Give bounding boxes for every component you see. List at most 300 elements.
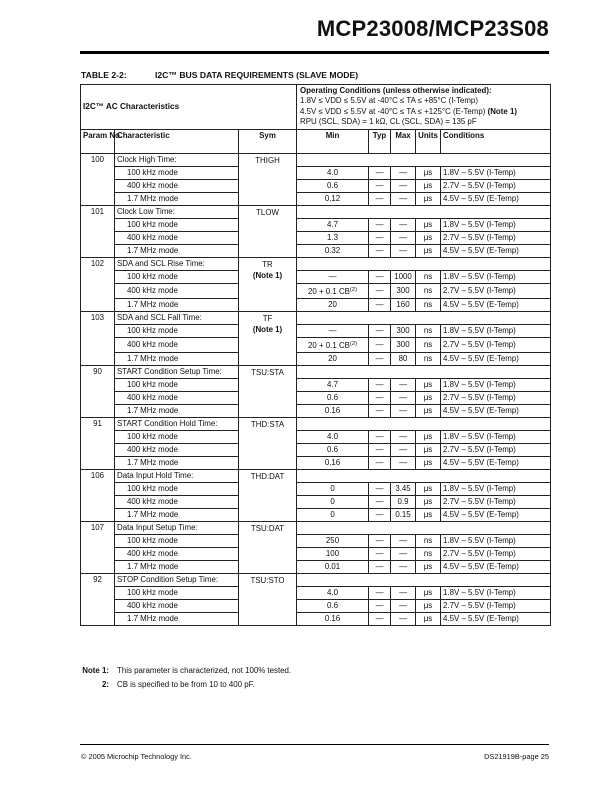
typ-value: — xyxy=(369,495,391,508)
min-text: 0.6 xyxy=(327,444,338,454)
table-row xyxy=(81,337,551,352)
speed-mode: 100 kHz mode xyxy=(115,534,239,547)
footer-rule xyxy=(80,744,549,745)
table-row xyxy=(81,391,551,404)
units: μs xyxy=(416,560,441,573)
conditions-value: 4.5V – 5.5V (E-Temp) xyxy=(441,404,551,417)
units: μs xyxy=(416,599,441,612)
min-value xyxy=(297,270,369,283)
min-text: 1.3 xyxy=(327,232,338,242)
symbol-text: TR xyxy=(262,259,273,269)
col-conditions: Conditions xyxy=(441,129,551,153)
units: ns xyxy=(416,270,441,283)
conditions-line-3: RPU (SCL, SDA) = 1 kΩ, CL (SCL, SDA) = 135 pF xyxy=(300,117,477,127)
table-row xyxy=(81,179,551,192)
min-value xyxy=(297,508,369,521)
characteristic-name: Data Input Setup Time: xyxy=(115,521,239,534)
typ-value: — xyxy=(369,430,391,443)
speed-mode: 100 kHz mode xyxy=(115,270,239,283)
min-value xyxy=(297,283,369,298)
table-row xyxy=(81,192,551,205)
max-value: — xyxy=(391,430,416,443)
min-text: 250 xyxy=(325,535,340,545)
speed-mode: 400 kHz mode xyxy=(115,443,239,456)
units: μs xyxy=(416,391,441,404)
typ-value: — xyxy=(369,270,391,283)
param-group-row xyxy=(81,153,551,166)
characteristic-name: Clock High Time: xyxy=(115,153,239,166)
conditions-value: 4.5V – 5.5V (E-Temp) xyxy=(441,612,551,625)
symbol xyxy=(239,153,297,205)
typ-value: — xyxy=(369,231,391,244)
col-param: Param No. xyxy=(81,129,115,153)
min-value xyxy=(297,430,369,443)
table-row xyxy=(81,270,551,283)
param-group-row xyxy=(81,205,551,218)
conditions-heading: Operating Conditions (unless otherwise indicated): xyxy=(300,86,492,95)
table-row xyxy=(81,283,551,298)
min-value xyxy=(297,404,369,417)
page-header-title: MCP23008/MCP23S08 xyxy=(316,16,549,41)
max-value: — xyxy=(391,391,416,404)
min-text: — xyxy=(328,271,337,281)
table-row xyxy=(81,599,551,612)
min-value xyxy=(297,534,369,547)
min-text: 100 xyxy=(325,548,340,558)
param-number: 92 xyxy=(81,573,115,625)
units: ns xyxy=(416,283,441,298)
min-text: 0.12 xyxy=(324,193,341,203)
min-value xyxy=(297,166,369,179)
symbol xyxy=(239,417,297,469)
param-group-row xyxy=(81,311,551,324)
speed-mode: 1.7 MHz mode xyxy=(115,244,239,257)
units: μs xyxy=(416,495,441,508)
min-value xyxy=(297,231,369,244)
units: μs xyxy=(416,586,441,599)
group-header-filler xyxy=(297,469,551,482)
table-row xyxy=(81,508,551,521)
conditions-value: 2.7V – 5.5V (I-Temp) xyxy=(441,337,551,352)
table-row xyxy=(81,218,551,231)
units: ns xyxy=(416,352,441,365)
footer-page-number: DS21919B-page 25 xyxy=(484,752,549,761)
max-value: — xyxy=(391,456,416,469)
min-value xyxy=(297,337,369,352)
max-value: — xyxy=(391,586,416,599)
param-group-row xyxy=(81,417,551,430)
conditions-value: 1.8V – 5.5V (I-Temp) xyxy=(441,324,551,337)
table-label: TABLE 2-2: xyxy=(81,70,127,80)
typ-value: — xyxy=(369,298,391,311)
symbol-text: THIGH xyxy=(255,155,280,165)
typ-value: — xyxy=(369,508,391,521)
conditions-value: 1.8V – 5.5V (I-Temp) xyxy=(441,270,551,283)
group-header-filler xyxy=(297,257,551,270)
typ-value: — xyxy=(369,482,391,495)
min-value xyxy=(297,391,369,404)
characteristic-name: Clock Low Time: xyxy=(115,205,239,218)
i2c-slave-requirements-table xyxy=(80,84,551,626)
speed-mode: 400 kHz mode xyxy=(115,337,239,352)
param-number: 90 xyxy=(81,365,115,417)
conditions-value: 2.7V – 5.5V (I-Temp) xyxy=(441,179,551,192)
min-text: 0 xyxy=(330,483,335,493)
col-sym: Sym xyxy=(239,129,297,153)
table-row xyxy=(81,560,551,573)
max-value: — xyxy=(391,192,416,205)
max-value: 3.45 xyxy=(391,482,416,495)
col-units: Units xyxy=(416,129,441,153)
table-row xyxy=(81,443,551,456)
symbol xyxy=(239,311,297,365)
conditions-value: 4.5V – 5.5V (E-Temp) xyxy=(441,456,551,469)
min-value xyxy=(297,586,369,599)
min-value xyxy=(297,218,369,231)
table-row xyxy=(81,166,551,179)
min-text: 0.6 xyxy=(327,392,338,402)
max-value: 300 xyxy=(391,324,416,337)
typ-value: — xyxy=(369,166,391,179)
speed-mode: 100 kHz mode xyxy=(115,218,239,231)
typ-value: — xyxy=(369,352,391,365)
min-value xyxy=(297,324,369,337)
units: μs xyxy=(416,179,441,192)
group-header-filler xyxy=(297,417,551,430)
speed-mode: 400 kHz mode xyxy=(115,179,239,192)
max-value: — xyxy=(391,612,416,625)
group-header-filler xyxy=(297,521,551,534)
units: μs xyxy=(416,218,441,231)
max-value: — xyxy=(391,179,416,192)
group-header-filler xyxy=(297,153,551,166)
note-2: 2: CB is specified to be from 10 to 400 pF. xyxy=(101,680,255,689)
min-value xyxy=(297,244,369,257)
speed-mode: 1.7 MHz mode xyxy=(115,508,239,521)
min-value xyxy=(297,443,369,456)
units: μs xyxy=(416,192,441,205)
min-value xyxy=(297,599,369,612)
conditions-value: 2.7V – 5.5V (I-Temp) xyxy=(441,443,551,456)
symbol xyxy=(239,257,297,311)
conditions-value: 2.7V – 5.5V (I-Temp) xyxy=(441,391,551,404)
min-value xyxy=(297,298,369,311)
max-value: — xyxy=(391,534,416,547)
units: μs xyxy=(416,244,441,257)
param-group-row xyxy=(81,573,551,586)
typ-value: — xyxy=(369,218,391,231)
min-value xyxy=(297,192,369,205)
min-value xyxy=(297,560,369,573)
typ-value: — xyxy=(369,378,391,391)
max-value: 160 xyxy=(391,298,416,311)
speed-mode: 100 kHz mode xyxy=(115,586,239,599)
units: μs xyxy=(416,231,441,244)
speed-mode: 100 kHz mode xyxy=(115,430,239,443)
speed-mode: 100 kHz mode xyxy=(115,324,239,337)
min-value xyxy=(297,378,369,391)
speed-mode: 400 kHz mode xyxy=(115,495,239,508)
param-number: 100 xyxy=(81,153,115,205)
typ-value: — xyxy=(369,324,391,337)
symbol xyxy=(239,521,297,573)
units: ns xyxy=(416,534,441,547)
typ-value: — xyxy=(369,586,391,599)
param-group-row xyxy=(81,521,551,534)
units: μs xyxy=(416,430,441,443)
units: μs xyxy=(416,443,441,456)
min-text: 20 xyxy=(328,299,337,309)
table-notes xyxy=(81,664,291,692)
units: μs xyxy=(416,404,441,417)
characteristic-name: SDA and SCL Fall Time: xyxy=(115,311,239,324)
symbol xyxy=(239,205,297,257)
min-text: 4.0 xyxy=(327,431,338,441)
typ-value: — xyxy=(369,443,391,456)
max-value: — xyxy=(391,166,416,179)
min-value xyxy=(297,482,369,495)
min-text: 4.0 xyxy=(327,587,338,597)
symbol-text: THD:STA xyxy=(250,419,285,429)
symbol-text: TSU:DAT xyxy=(250,523,285,533)
units: μs xyxy=(416,166,441,179)
units: μs xyxy=(416,612,441,625)
speed-mode: 1.7 MHz mode xyxy=(115,352,239,365)
min-text: 4.7 xyxy=(327,219,338,229)
symbol-text: TLOW xyxy=(256,207,279,217)
max-value: — xyxy=(391,560,416,573)
max-value: — xyxy=(391,443,416,456)
conditions-value: 4.5V – 5.5V (E-Temp) xyxy=(441,244,551,257)
max-value: — xyxy=(391,599,416,612)
param-group-row xyxy=(81,365,551,378)
min-text: 0.32 xyxy=(324,245,341,255)
header-rule xyxy=(80,51,549,54)
typ-value: — xyxy=(369,612,391,625)
speed-mode: 1.7 MHz mode xyxy=(115,456,239,469)
conditions-value: 2.7V – 5.5V (I-Temp) xyxy=(441,283,551,298)
col-max: Max xyxy=(391,129,416,153)
min-text: 0.6 xyxy=(327,180,338,190)
table-row xyxy=(81,324,551,337)
min-text: 0 xyxy=(330,509,335,519)
table-row xyxy=(81,495,551,508)
param-group-row xyxy=(81,469,551,482)
speed-mode: 100 kHz mode xyxy=(115,482,239,495)
param-number: 101 xyxy=(81,205,115,257)
typ-value: — xyxy=(369,560,391,573)
table-title: I2C™ BUS DATA REQUIREMENTS (SLAVE MODE) xyxy=(155,70,359,80)
footer-copyright: © 2005 Microchip Technology Inc. xyxy=(81,752,192,761)
table-row xyxy=(81,612,551,625)
col-typ: Typ xyxy=(369,129,391,153)
conditions-value: 2.7V – 5.5V (I-Temp) xyxy=(441,599,551,612)
symbol-note: (Note 1) xyxy=(252,324,283,334)
characteristic-name: START Condition Setup Time: xyxy=(115,365,239,378)
speed-mode: 400 kHz mode xyxy=(115,599,239,612)
table-row xyxy=(81,456,551,469)
speed-mode: 1.7 MHz mode xyxy=(115,404,239,417)
table-caption xyxy=(81,70,358,80)
typ-value: — xyxy=(369,192,391,205)
max-value: 300 xyxy=(391,283,416,298)
min-value xyxy=(297,612,369,625)
speed-mode: 1.7 MHz mode xyxy=(115,192,239,205)
group-header-filler xyxy=(297,205,551,218)
units: ns xyxy=(416,337,441,352)
symbol xyxy=(239,365,297,417)
speed-mode: 100 kHz mode xyxy=(115,166,239,179)
conditions-value: 4.5V – 5.5V (E-Temp) xyxy=(441,192,551,205)
conditions-value: 2.7V – 5.5V (I-Temp) xyxy=(441,495,551,508)
max-value: — xyxy=(391,231,416,244)
table-row xyxy=(81,586,551,599)
param-number: 91 xyxy=(81,417,115,469)
typ-value: — xyxy=(369,456,391,469)
typ-value: — xyxy=(369,404,391,417)
symbol-text: TSU:STA xyxy=(251,367,284,377)
min-text: 0.16 xyxy=(324,457,341,467)
min-value xyxy=(297,547,369,560)
max-value: 0.15 xyxy=(391,508,416,521)
units: ns xyxy=(416,547,441,560)
conditions-line-1: 1.8V ≤ VDD ≤ 5.5V at -40°C ≤ TA ≤ +85°C (I-Temp) xyxy=(300,96,478,106)
conditions-value: 2.7V – 5.5V (I-Temp) xyxy=(441,231,551,244)
conditions-value: 4.5V – 5.5V (E-Temp) xyxy=(441,508,551,521)
conditions-value: 1.8V – 5.5V (I-Temp) xyxy=(441,430,551,443)
max-value: 300 xyxy=(391,337,416,352)
note-1: Note 1: This parameter is characterized, not 100% tested. xyxy=(82,666,292,675)
units: μs xyxy=(416,456,441,469)
speed-mode: 1.7 MHz mode xyxy=(115,298,239,311)
table-row xyxy=(81,547,551,560)
param-number: 102 xyxy=(81,257,115,311)
min-text: 0.16 xyxy=(324,405,341,415)
param-number: 103 xyxy=(81,311,115,365)
typ-value: — xyxy=(369,244,391,257)
typ-value: — xyxy=(369,547,391,560)
group-header-filler xyxy=(297,365,551,378)
param-number: 107 xyxy=(81,521,115,573)
min-value xyxy=(297,352,369,365)
min-footnote-ref: (2) xyxy=(349,286,358,293)
table-row xyxy=(81,244,551,257)
ac-characteristics-heading: I2C™ AC Characteristics xyxy=(81,85,297,130)
operating-conditions xyxy=(297,85,551,130)
units: μs xyxy=(416,508,441,521)
min-text: 0.6 xyxy=(327,600,338,610)
characteristic-name: SDA and SCL Rise Time: xyxy=(115,257,239,270)
typ-value: — xyxy=(369,283,391,298)
typ-value: — xyxy=(369,337,391,352)
min-text: 0.16 xyxy=(324,613,341,623)
symbol xyxy=(239,573,297,625)
param-number: 106 xyxy=(81,469,115,521)
min-text: — xyxy=(328,325,337,335)
table-row xyxy=(81,482,551,495)
conditions-value: 1.8V – 5.5V (I-Temp) xyxy=(441,482,551,495)
typ-value: — xyxy=(369,534,391,547)
table-row xyxy=(81,231,551,244)
units: ns xyxy=(416,324,441,337)
max-value: 80 xyxy=(391,352,416,365)
table-row xyxy=(81,352,551,365)
conditions-value: 4.5V – 5.5V (E-Temp) xyxy=(441,560,551,573)
conditions-value: 1.8V – 5.5V (I-Temp) xyxy=(441,586,551,599)
max-value: — xyxy=(391,244,416,257)
symbol-text: TSU:STO xyxy=(250,575,285,585)
min-footnote-ref: (2) xyxy=(349,340,358,347)
conditions-line-2: 4.5V ≤ VDD ≤ 5.5V at -40°C ≤ TA ≤ +125°C (E-Temp) (Note 1) xyxy=(300,106,517,116)
col-min: Min xyxy=(297,129,369,153)
symbol-note: (Note 1) xyxy=(252,270,283,280)
min-value xyxy=(297,456,369,469)
typ-value: — xyxy=(369,599,391,612)
symbol-text: TF xyxy=(262,313,273,323)
table-row xyxy=(81,298,551,311)
typ-value: — xyxy=(369,179,391,192)
max-value: — xyxy=(391,547,416,560)
speed-mode: 1.7 MHz mode xyxy=(115,612,239,625)
speed-mode: 400 kHz mode xyxy=(115,391,239,404)
units: μs xyxy=(416,378,441,391)
table-row xyxy=(81,378,551,391)
units: μs xyxy=(416,482,441,495)
conditions-value: 4.5V – 5.5V (E-Temp) xyxy=(441,298,551,311)
table-row xyxy=(81,404,551,417)
max-value: — xyxy=(391,404,416,417)
group-header-filler xyxy=(297,573,551,586)
column-header-row xyxy=(81,129,551,153)
min-text: 20 + 0.1 CB xyxy=(308,340,350,350)
min-text: 20 + 0.1 CB xyxy=(308,286,350,296)
speed-mode: 100 kHz mode xyxy=(115,378,239,391)
min-text: 0 xyxy=(330,496,335,506)
min-value xyxy=(297,495,369,508)
conditions-value: 1.8V – 5.5V (I-Temp) xyxy=(441,218,551,231)
max-value: — xyxy=(391,378,416,391)
max-value: — xyxy=(391,218,416,231)
col-characteristic: Characteristic xyxy=(115,129,239,153)
symbol xyxy=(239,469,297,521)
table-row xyxy=(81,534,551,547)
conditions-value: 1.8V – 5.5V (I-Temp) xyxy=(441,378,551,391)
min-text: 0.01 xyxy=(324,561,341,571)
characteristic-name: STOP Condition Setup Time: xyxy=(115,573,239,586)
param-group-row xyxy=(81,257,551,270)
table-body xyxy=(81,153,551,625)
typ-value: — xyxy=(369,391,391,404)
min-text: 20 xyxy=(328,353,337,363)
characteristic-name: Data Input Hold Time: xyxy=(115,469,239,482)
conditions-value: 1.8V – 5.5V (I-Temp) xyxy=(441,166,551,179)
speed-mode: 400 kHz mode xyxy=(115,283,239,298)
speed-mode: 400 kHz mode xyxy=(115,547,239,560)
speed-mode: 400 kHz mode xyxy=(115,231,239,244)
conditions-header-row xyxy=(81,85,551,130)
conditions-value: 4.5V – 5.5V (E-Temp) xyxy=(441,352,551,365)
conditions-value: 1.8V – 5.5V (I-Temp) xyxy=(441,534,551,547)
max-value: 0.9 xyxy=(391,495,416,508)
characteristic-name: START Condition Hold Time: xyxy=(115,417,239,430)
units: ns xyxy=(416,298,441,311)
min-text: 4.0 xyxy=(327,167,338,177)
table-row xyxy=(81,430,551,443)
min-value xyxy=(297,179,369,192)
speed-mode: 1.7 MHz mode xyxy=(115,560,239,573)
group-header-filler xyxy=(297,311,551,324)
min-text: 4.7 xyxy=(327,379,338,389)
